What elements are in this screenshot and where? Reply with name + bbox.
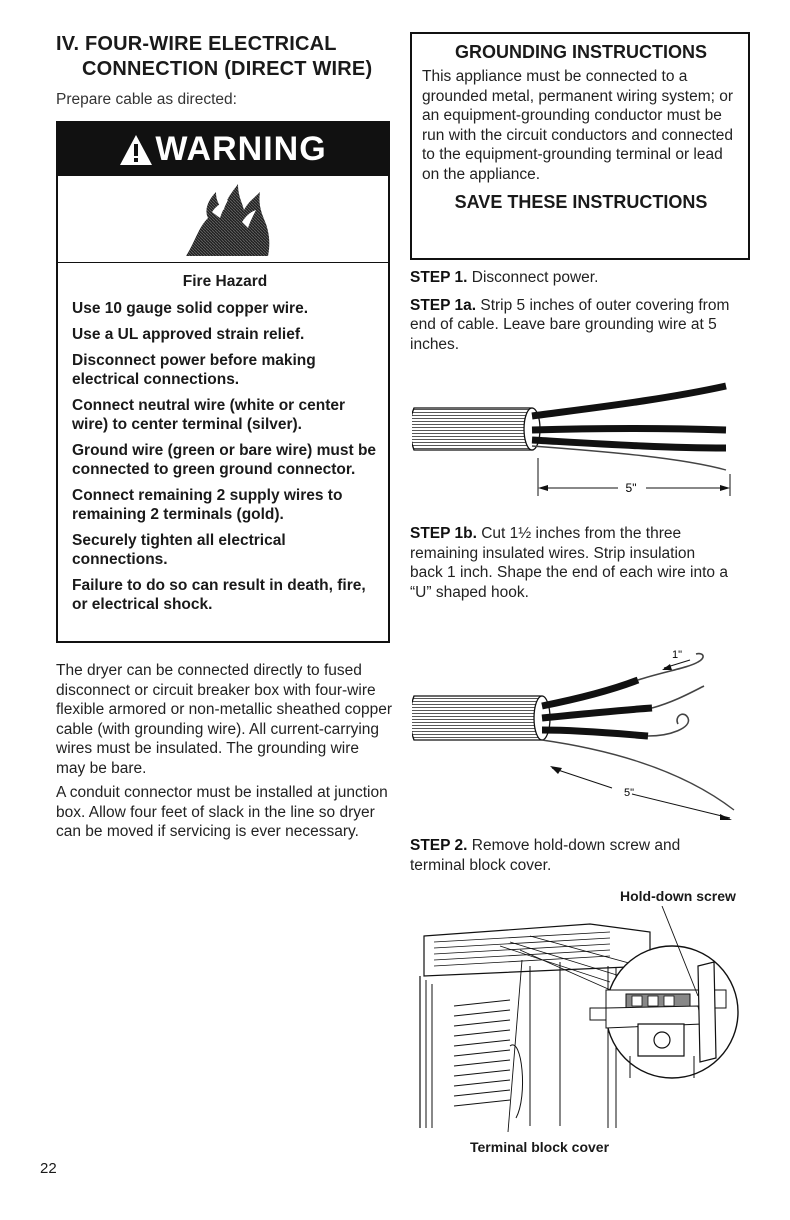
- warning-line: Disconnect power before making electrical connections.: [72, 352, 316, 388]
- section-title-line2: CONNECTION (DIRECT WIRE): [82, 58, 373, 80]
- fire-icon: [182, 182, 274, 258]
- warning-line: Securely tighten all electrical connections.: [72, 532, 286, 568]
- warning-line: Use 10 gauge solid copper wire.: [72, 300, 309, 317]
- right-column: [410, 32, 750, 354]
- step-1a-text: Strip 5 inches of outer covering from end of cable. Leave bare grounding wire at 5 inches.: [410, 296, 730, 353]
- page-number: 22: [40, 1160, 57, 1177]
- warning-line: Connect neutral wire (white or center wire) to center terminal (silver).: [72, 397, 346, 433]
- warning-line: Use a UL approved strain relief.: [72, 326, 305, 343]
- left-column: [56, 32, 392, 842]
- warning-line: Connect remaining 2 supply wires to remaining 2 terminals (gold).: [72, 487, 343, 523]
- warning-header-text: WARNING: [155, 130, 327, 168]
- save-instructions-title: SAVE THESE INSTRUCTIONS: [454, 192, 708, 212]
- warning-triangle-icon: [119, 134, 153, 166]
- stripped-cable-figure: [412, 378, 742, 500]
- dimension-5in-label: 5": [624, 787, 635, 799]
- step-1b: [410, 524, 730, 602]
- section-title-line1: IV. FOUR-WIRE ELECTRICAL: [56, 33, 337, 55]
- step-1b-label: STEP 1b.: [410, 525, 477, 542]
- warning-line: Ground wire (green or bare wire) must be connected to green ground connector.: [72, 442, 377, 478]
- step-2-label: STEP 2.: [410, 837, 468, 854]
- grounding-box: [410, 32, 750, 260]
- dimension-1in-label: 1": [672, 649, 683, 661]
- terminal-block-figure: [410, 906, 745, 1140]
- grounding-text: This appliance must be connected to a grounded metal, permanent wiring system; or an equipment-grounding conductor must be run with the circuit conductors and connected to the equipment-grounding terminal or lead on the appliance.: [422, 68, 734, 183]
- step-2-text: Remove hold-down screw and terminal block cover.: [410, 837, 681, 874]
- warning-line: Failure to do so can result in death, fire, or electrical shock.: [72, 577, 366, 613]
- fire-hazard-label: Fire Hazard: [182, 273, 268, 290]
- step-1: [410, 268, 750, 288]
- warning-box: [56, 121, 390, 643]
- body-paragraph-2: A conduit connector must be installed at junction box. Allow four feet of slack in the line so dryer can be moved if servicing is ever necessary.: [56, 784, 388, 840]
- warning-header: [58, 123, 388, 176]
- step-1-text: Disconnect power.: [471, 269, 599, 286]
- warning-body: [58, 263, 388, 614]
- step-1b-text: Cut 1½ inches from the three remaining insulated wires. Strip insulation back 1 inch. Shape the end of each wire into a “U” shaped hook.: [410, 525, 728, 601]
- holddown-screw-label: Hold-down screw: [620, 888, 736, 904]
- hooked-wires-figure: [412, 640, 742, 826]
- grounding-title: GROUNDING INSTRUCTIONS: [455, 42, 707, 62]
- fire-symbol-area: [58, 176, 388, 263]
- step-2: [410, 836, 730, 875]
- step-1-label: STEP 1.: [410, 269, 468, 286]
- terminal-block-cover-label: Terminal block cover: [470, 1139, 610, 1155]
- step-1a-label: STEP 1a.: [410, 296, 477, 314]
- step-1a: [410, 296, 750, 355]
- body-paragraph-1: The dryer can be connected directly to fused disconnect or circuit breaker box with four-wire flexible armored or non-metallic sheathed copper cable (with grounding wire). All current-carrying wires must be insulated. The grounding wire may be bare.: [56, 662, 393, 777]
- dimension-5in-label: 5": [625, 481, 637, 495]
- prepare-instruction: Prepare cable as directed:: [56, 91, 237, 108]
- section-title: [56, 32, 392, 82]
